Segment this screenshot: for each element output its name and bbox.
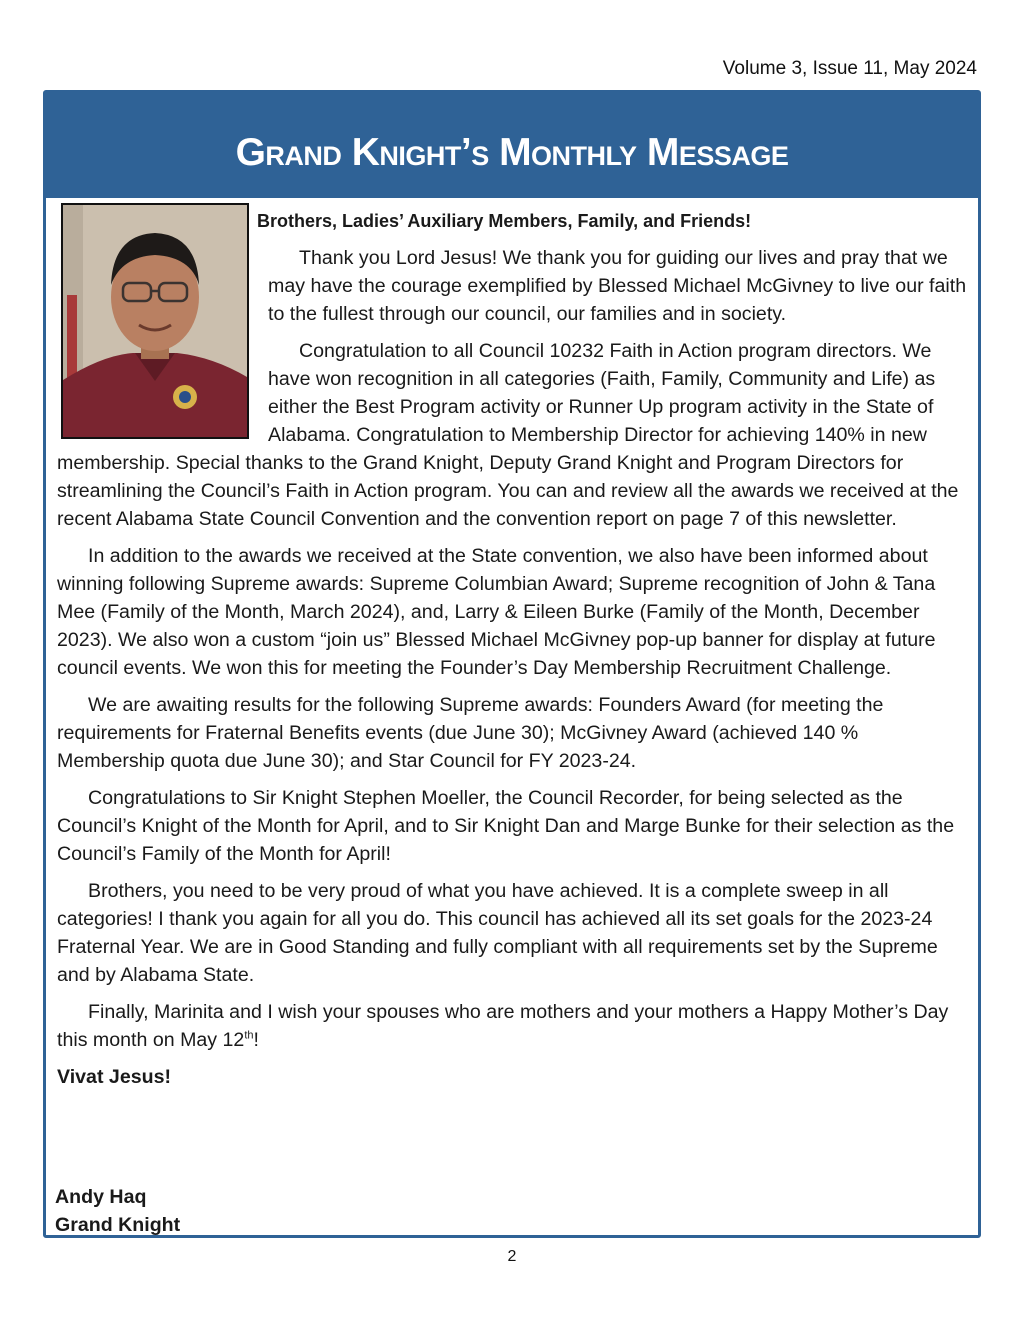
- letter-body: [57, 244, 969, 1100]
- signer-title: Grand Knight: [55, 1214, 181, 1236]
- paragraph-4: We are awaiting results for the following Supreme awards: Founders Award (for meeting the requirements for Fraternal Benefits events (due June 30); McGivney Award (achieved 140 % Membership quota due June 30); and Star Council for FY 2023-24.: [57, 694, 884, 772]
- signer-name: Andy Haq: [55, 1186, 147, 1208]
- signature-block: [55, 1183, 180, 1239]
- paragraph-5: Congratulations to Sir Knight Stephen Moeller, the Council Recorder, for being selected as the Council’s Knight of the Month for April, and to Sir Knight Dan and Marge Bunke for their selection as the Council’s Family of the Month for April!: [57, 787, 955, 865]
- title-banner: [46, 93, 978, 198]
- ordinal-suffix: th: [244, 1029, 254, 1042]
- page-title: Grand Knight’s Monthly Message: [235, 131, 789, 174]
- paragraph-2: Congratulation to all Council 10232 Faith in Action program directors. We have won recognition in all categories (Faith, Family, Community and Life) as either the Best Program activity or Runner Up program activity in the State of Alabama. Congratulation to Membership Director for achieving 140% in new membership. Special thanks to the Grand Knight, Deputy Grand Knight and Program Directors for streamlining the Council’s Faith in Action program. You can and review all the awards we received at the recent Alabama State Council Convention and the convention report on page 7 of this newsletter.: [57, 340, 959, 530]
- paragraph-1: Thank you Lord Jesus! We thank you for guiding our lives and pray that we may have the courage exemplified by Blessed Michael McGivney to live our faith to the fullest through our council, our families and in society.: [268, 247, 967, 325]
- paragraph-7-text: Finally, Marinita and I wish your spouses who are mothers and your mothers a Happy Mother’s Day this month on May 12: [57, 1001, 949, 1051]
- greeting: Brothers, Ladies’ Auxiliary Members, Family, and Friends!: [257, 211, 752, 231]
- paragraph-6: Brothers, you need to be very proud of what you have achieved. It is a complete sweep in all categories! I thank you again for all you do. This council has achieved all its set goals for the 2023-24 Fraternal Year. We are in Good Standing and fully compliant with all requirements set by the Supreme and by Alabama State.: [57, 880, 938, 986]
- paragraph-7: [57, 998, 969, 1054]
- message-frame: [43, 90, 981, 1238]
- issue-info: Volume 3, Issue 11, May 2024: [722, 58, 977, 79]
- paragraph-7-end: !: [253, 1029, 259, 1051]
- page-number: 2: [507, 1248, 517, 1265]
- paragraph-3: In addition to the awards we received at the State convention, we also have been informed about winning following Supreme awards: Supreme Columbian Award; Supreme recognition of John & Tana Mee (Family of the Month, March 2024), and, Larry & Eileen Burke (Family of the Month, December 2023). We also won a custom “join us” Blessed Michael McGivney pop-up banner for display at future council events. We won this for meeting the Founder’s Day Membership Recruitment Challenge.: [57, 545, 936, 679]
- closing: Vivat Jesus!: [57, 1066, 172, 1088]
